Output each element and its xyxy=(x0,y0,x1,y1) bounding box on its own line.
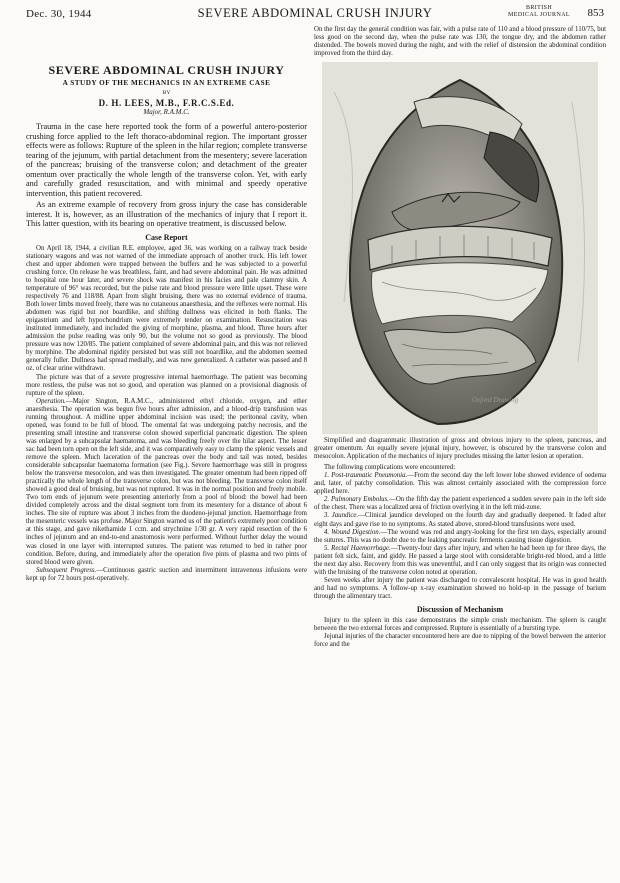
progress-label: Subsequent Progress. xyxy=(36,566,97,574)
complications-intro: The following complications were encountered: xyxy=(324,464,456,472)
complication-label: 1. Post-traumatic Pneumonia. xyxy=(324,472,408,480)
discussion-paragraph: Injury to the spleen in this case demonstrates the simple crush mechanism. The spleen is caught between the two external forces and compressed. Rupture is essentially of a bursting type. xyxy=(314,617,606,633)
header-date: Dec. 30, 1944 xyxy=(26,8,92,20)
header-page-number: 853 xyxy=(587,7,604,19)
header-running-title: SEVERE ABDOMINAL CRUSH INJURY xyxy=(197,6,433,20)
discharge-paragraph: Seven weeks after injury the patient was discharged to convalescent hospital. He was in good health and had no symptoms. A follow-up x-ray examination showed no hold-up in the passage of barium through the alimentary tract. xyxy=(314,576,606,600)
author-rank: Major, R.A.M.C. xyxy=(143,108,190,117)
left-column xyxy=(26,28,307,583)
complication-item xyxy=(314,545,606,577)
complication-text: —Twenty-four days after injury, and when he had been up for three days, the patient felt sick, faint, and giddy. He passed a large stool with considerable bright-red blood, and a little the next day also. Recovery from this was uneventful, and I can only suggest that its origin was connected with the bruising of the transverse colon noted at operation. xyxy=(314,544,606,576)
figure-caption: Simplified and diagrammatic illustration of gross and obvious injury to the spleen, pancreas, and greater omentum. An equally severe jejunal injury, however, is obscured by the transverse colon and mesocolon. Application of the mechanics of injury precludes missing the latter lesion at operation. xyxy=(314,437,606,461)
complication-item xyxy=(314,496,606,512)
operation-paragraph xyxy=(26,398,307,567)
complication-label: 2. Pulmonary Embolus. xyxy=(324,496,389,504)
complication-item xyxy=(314,472,606,496)
artist-signature: Oxford Drawing xyxy=(472,396,519,405)
header-journal-line1: BRITISH xyxy=(525,5,553,11)
operation-text: —Major Sington, R.A.M.C., administered ethyl chloride, oxygen, and ether anaesthesia. The operation was begun five hours after admission, and a blood-drip transfusion was running throughout. A midline upper abdominal incision was used; the peritoneal cavity, when opened, was found to be full of blood. The omental fat was undergoing patchy necrosis, and the presenting small intestine and transverse colon showed superficial pancreatic digestion. The spleen was enlarged by a subcapsular haematoma, and was bleeding freely over the hilar aspect. The lesser sac had been torn open on the left side, and it was comparatively easy to clamp the splenic vessels and remove the spleen. Much laceration of the pancreas over the body and tail was noted, besides considerable subcapsular haematoma formation (see Fig.). Severe haemorrhage was still in progress below the transverse mesocolon, and was then investigated. The greater omentum had been ripped off practically the whole length of the transverse colon, but was not bleeding. The transverse colon itself showed a good deal of bruising, but was not ruptured. It was in the normal position and freely mobile. Two torn ends of jejunum were presenting anteriorly from a pool of blood: the bowel had been divided completely across and the distal segment torn from its mesentery for a distance of about 6 inches. The site of rupture was about 3 inches from the duodeno-jejunal junction. Haemorrhage from the mesenteric vessels was profuse. Major Sington warned us of the patient's extremely poor condition at this stage, and gave nikethamide 1 ccm. and strychnine 1/30 gr. A very rapid resection of the 6 inches of jejunum and an end-to-end anastomosis were performed. Without further delay the wound was closed in one layer with interrupted sutures. The patient was returned to bed in rather poor condition. Before, during, and immediately after the operation five pints of plasma and two pints of stored blood were given. xyxy=(26,397,307,566)
progress-paragraph xyxy=(26,567,307,583)
header-journal xyxy=(508,5,570,19)
body-paragraph: The picture was that of a severe progressive internal haemorrhage. The patient was becoming more restless, the pulse was not so good, and operation was planned on a provisional diagnosis of rupture of the spleen. xyxy=(26,373,307,397)
section-heading-discussion: Discussion of Mechanism xyxy=(416,604,504,614)
complication-item xyxy=(314,512,606,528)
illustration-svg xyxy=(322,62,598,434)
complication-text: —On the fifth day the patient experienced a sudden severe pain in the left side of the chest. There was a localized area of friction overlying it in the left mid-zone. xyxy=(314,496,606,512)
discussion-paragraph: Jejunal injuries of the character encountered here are due to nipping of the bowel between the anterior force and the xyxy=(314,633,606,649)
article-subtitle: A STUDY OF THE MECHANICS IN AN EXTREME CASE xyxy=(62,79,271,88)
complication-label: 5. Rectal Haemorrhage. xyxy=(324,544,391,552)
body-paragraph: On April 18, 1944, a civilian R.E. employee, aged 36, was working on a railway track beside stationary wagons and was not warned of the immediate approach of another truck. His left lower chest and upper abdomen were trapped between the buffers and he was subjected to a powerful crushing force. On release he was breathless, faint, and had severe abdominal pain. He was admitted to hospital one hour later, and severe shock was manifest in his facies and pale clammy skin. A temperature of 96° was recorded, but the pulse rate and blood pressure were little upset. These were respectively 76 and 118/88. Apart from slight bruising, there was no external evidence of trauma. Both lower limbs moved freely, there was no cutaneous anaesthesia, and the reflexes were normal. His abdomen was rigid but not boardlike, and shifting dullness was elicited in both flanks. The epigastrium and left hypochondrium were extremely tender on examination. Resuscitation was instituted immediately, and included the giving of morphine, plasma, and blood. Three hours after admission the pulse reading was only 90, but the volume not so good as previously. The blood pressure was now 120/85. The patient complained of severe abdominal pain, and this was not relieved by morphine. The abdominal rigidity persisted but was still not boardlike, and the abdomen seemed generally fuller. Dullness had spread medially, and was now generalized. A catheter was passed and 8 oz. of clear urine withdrawn. xyxy=(26,244,307,373)
complication-text: —Clinical jaundice developed on the fourth day and gradually deepened. It faded after eight days and gave rise to no symptoms. As stated above, stored-blood transfusions were used. xyxy=(314,512,606,528)
continuation-paragraph: On the first day the general condition was fair, with a pulse rate of 110 and a blood pressure of 110/75, but less good on the second day, when the pulse rate was 130, the tongue dry, and the abdomen rather distended. The bowels moved during the night, and with the relief of distension the abdominal condition improved from the third day. xyxy=(314,26,606,58)
complication-text: —The wound was red and angry-looking for the first ten days, especially around the sutures. This was no doubt due to the leaking pancreatic ferments causing tissue digestion. xyxy=(314,528,607,544)
anatomical-illustration xyxy=(322,62,598,434)
complication-label: 4. Wound Digestion. xyxy=(324,528,381,536)
section-heading-case-report: Case Report xyxy=(145,232,188,242)
article-title: SEVERE ABDOMINAL CRUSH INJURY xyxy=(48,63,285,77)
progress-text: —Continuous gastric suction and intermittent intravenous infusions were kept up for 72 hours post-operatively. xyxy=(26,566,307,582)
abstract-paragraph: As an extreme example of recovery from gross injury the case has considerable interest. It is, however, as an illustration of the mechanics of injury that I report it. This latter question, with its bearing on operative treatment, is discussed below. xyxy=(26,200,307,229)
operation-label: Operation. xyxy=(36,397,66,405)
right-column xyxy=(314,26,606,649)
byline-by: BY xyxy=(162,90,171,97)
complication-text: —From the second day the left lower lobe showed evidence of oedema and, later, of patchy consolidation. This was almost certainly associated with the compression force applied here. xyxy=(314,472,607,496)
complication-label: 3. Jaundice. xyxy=(324,512,359,520)
complication-item xyxy=(314,529,606,545)
abstract xyxy=(26,122,307,229)
abstract-paragraph: Trauma in the case here reported took the form of a powerful antero-posterior crushing force applied to the left thoraco-abdominal region. The important grosser effects were as follows: Rupture of the spleen in the hilar region; complete transverse tearing of the jejunum, with partial detachment from the mesentery; severe laceration of the pancreas; bruising of the transverse colon; and detachment of the greater omentum over practically the whole length of the transverse colon. Yet, with early and carefully graded resuscitation, and with minimal and speedy operative intervention, this patient recovered. xyxy=(26,122,307,198)
author-name: D. H. LEES, M.B., F.R.C.S.Ed. xyxy=(98,98,235,109)
header-journal-line2: MEDICAL JOURNAL xyxy=(508,12,570,18)
running-header xyxy=(26,2,604,28)
